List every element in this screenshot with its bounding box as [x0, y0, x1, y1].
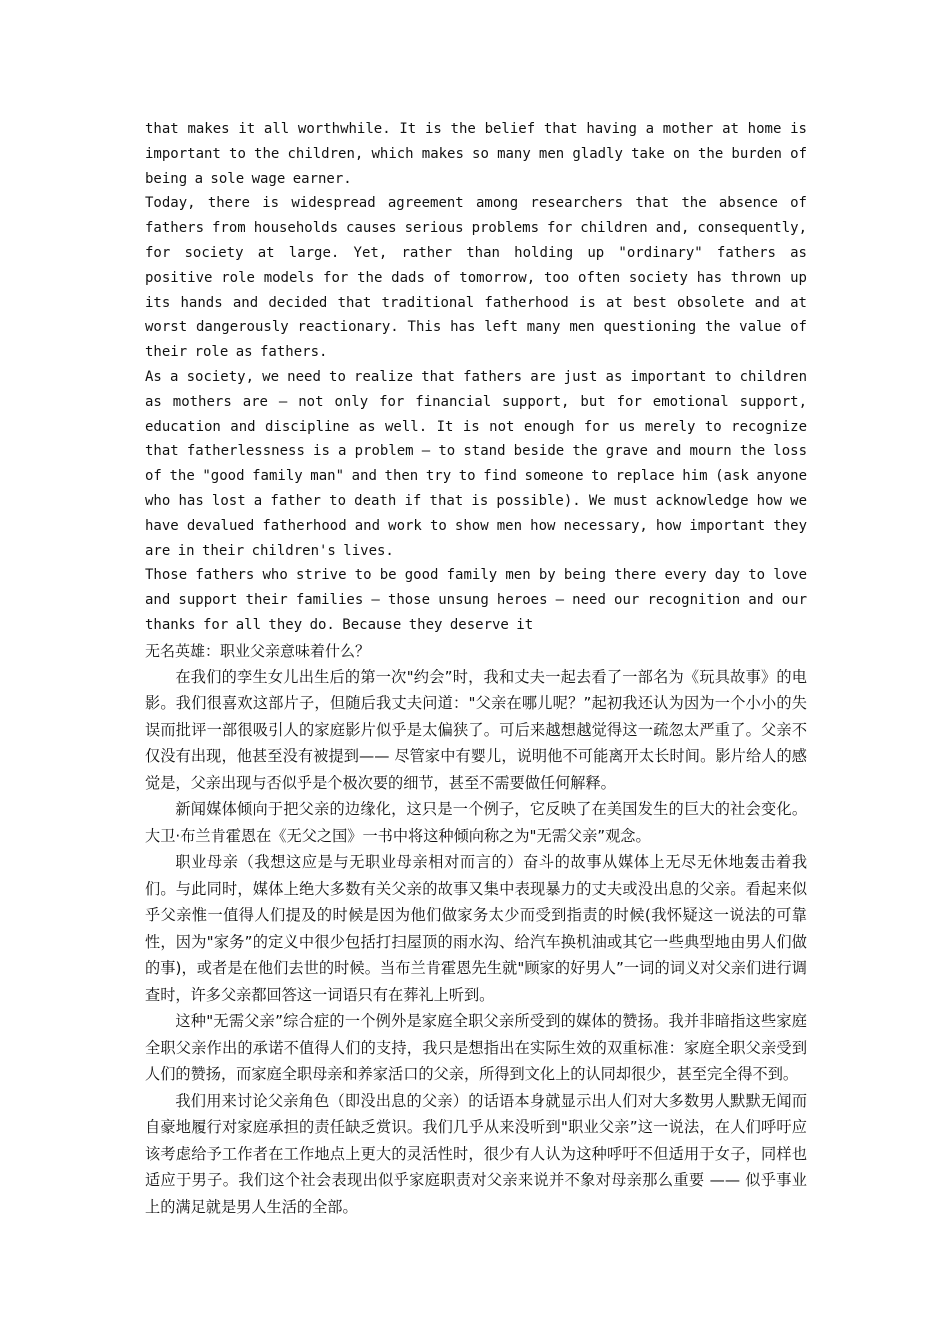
- english-paragraph-2: Today, there is widespread agreement among researchers that the absence of fathers from households causes serious problems for children and, consequently, for society at large. Yet, rather than holding up "ordinary" fathers as positive role models for the dads of tomorrow, too often society has thrown up its hands and decided that traditional fatherhood is at best obsolete and at worst dangerously reactionary. This has left many men questioning the value of their role as fathers.: [145, 195, 807, 361]
- chinese-title: 无名英雄：职业父亲意味着什么？: [145, 641, 371, 660]
- chinese-paragraph-1: 在我们的孪生女儿出生后的第一次"约会”时，我和丈夫一起去看了一部名为《玩具故事》的电影。我们很喜欢这部片子，但随后我丈夫问道："父亲在哪儿呢？”起初我还认为因为一个小小的失误而批评一部很吸引人的家庭影片似乎是太偏狭了。可后来越想越觉得这一疏忽太严重了。父亲不仅没有出现，他甚至没有被提到—— 尽管家中有婴儿，说明他不可能离开太长时间。影片给人的感觉是，父亲出现与否似乎是个极次要的细节，甚至不需要做任何解释。: [145, 667, 807, 792]
- english-paragraph-3: As a society, we need to realize that fathers are just as important to children as mothers are — not only for financial support, but for emotional support, education and discipline as well. It is not enough for us merely to recognize that fatherlessness is a problem — to stand beside the grave and mourn the loss of the "good family man" and then try to find someone to replace him (ask anyone who has lost a father to death if that is possible). We must acknowledge how we have devalued fatherhood and work to show men how necessary, how important they are in their children's lives.: [145, 368, 807, 559]
- chinese-paragraph-5: 我们用来讨论父亲角色（即没出息的父亲）的话语本身就显示出人们对大多数男人默默无闻而自豪地履行对家庭承担的责任缺乏赏识。我们几乎从来没听到"职业父亲”这一说法，在人们呼吁应该考虑给予工作者在工作地点上更大的灵活性时，很少有人认为这种呼吁不但适用于女子，同样也适应于男子。我们这个社会表现出似乎家庭职责对父亲来说并不象对母亲那么重要 —— 似乎事业上的满足就是男人生活的全部。: [145, 1091, 807, 1216]
- english-paragraph-4: Those fathers who strive to be good family men by being there every day to love and support their families — those unsung heroes — need our recognition and our thanks for all they do. Because they deserve it: [145, 567, 807, 633]
- chinese-paragraph-3: 职业母亲（我想这应是与无职业母亲相对而言的）奋斗的故事从媒体上无尽无休地轰击着我们。与此同时，媒体上绝大多数有关父亲的故事又集中表现暴力的丈夫或没出息的父亲。看起来似乎父亲惟一值得人们提及的时候是因为他们做家务太少而受到指责的时候(我怀疑这一说法的可靠性，因为"家务”的定义中很少包括打扫屋顶的雨水沟、给汽车换机油或其它一些典型地由男人们做的事)，或者是在他们去世的时候。当布兰肯霍恩先生就"顾家的好男人”一词的词义对父亲们进行调查时，许多父亲都回答这一词语只有在葬礼上听到。: [145, 853, 807, 1004]
- article-body: [145, 117, 807, 1220]
- chinese-paragraph-2: 新闻媒体倾向于把父亲的边缘化，这只是一个例子，它反映了在美国发生的巨大的社会变化。大卫·布兰肯霍恩在《无父之国》一书中将这种倾向称之为"无需父亲”观念。: [145, 800, 807, 845]
- chinese-paragraph-4: 这种"无需父亲”综合症的一个例外是家庭全职父亲所受到的媒体的赞扬。我并非暗指这些家庭全职父亲作出的承诺不值得人们的支持，我只是想指出在实际生效的双重标准：家庭全职父亲受到人们的赞扬，而家庭全职母亲和养家活口的父亲，所得到文化上的认同却很少，甚至完全得不到。: [145, 1012, 807, 1084]
- english-paragraph-1: that makes it all worthwhile. It is the belief that having a mother at home is important to the children, which makes so many men gladly take on the burden of being a sole wage earner.: [145, 121, 807, 187]
